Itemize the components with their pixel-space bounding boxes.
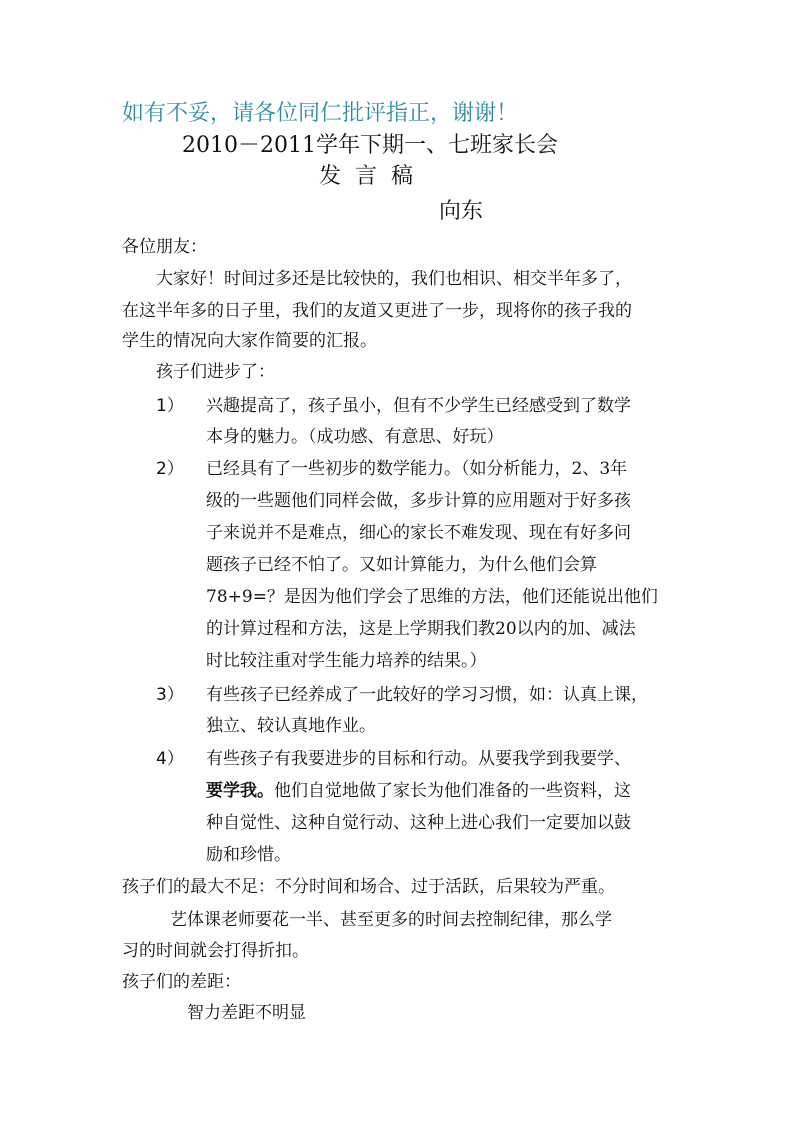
header-note: 如有不妥，请各位同仁批评指正，谢谢！ xyxy=(122,101,519,126)
gap-heading: 孩子们的差距： xyxy=(122,972,241,992)
item-1-number: 1） xyxy=(156,396,184,416)
item-3-line-1: 有些孩子已经养成了一此较好的学习习惯，如：认真上课， xyxy=(206,685,648,705)
item-4-line-4: 励和珍惜。 xyxy=(206,845,291,865)
item-2-number: 2） xyxy=(156,459,184,479)
item-2-line-6: 的计算过程和方法，这是上学期我们教20以内的加、减法 xyxy=(206,619,636,639)
item-2-line-5: 78+9=？是因为他们学会了思维的方法，他们还能说出他们 xyxy=(206,587,658,607)
shortcoming-detail-line-1: 艺体课老师要花一半、甚至更多的时间去控制纪律，那么学 xyxy=(170,910,612,930)
item-4-bold-text: 要学我。 xyxy=(206,781,274,801)
item-3-line-2: 独立、较认真地作业。 xyxy=(206,716,376,736)
document-title: 2010－2011学年下期一、七班家长会 xyxy=(182,133,558,158)
author-name: 向东 xyxy=(439,199,484,224)
item-4-line-3: 种自觉性、这种自觉行动、这种上进心我们一定要加以鼓 xyxy=(206,813,631,833)
gap-item: 智力差距不明显 xyxy=(187,1003,306,1023)
greeting: 各位朋友： xyxy=(122,237,207,257)
intro-line-1: 大家好！时间过多还是比较快的，我们也相识、相交半年多了， xyxy=(156,269,632,289)
shortcoming-line: 孩子们的最大不足：不分时间和场合、过于活跃，后果较为严重。 xyxy=(122,877,615,897)
item-4-line-2-rest: 他们自觉地做了家长为他们准备的一些资料，这 xyxy=(274,781,631,801)
progress-heading: 孩子们进步了： xyxy=(156,362,275,382)
intro-line-2: 在这半年多的日子里，我们的友道又更进了一步，现将你的孩子我的 xyxy=(122,301,632,321)
document-subtitle: 发言稿 xyxy=(319,164,428,189)
item-3-number: 3） xyxy=(156,685,184,705)
item-2-line-1: 已经具有了一些初步的数学能力。（如分析能力，2、3年 xyxy=(206,459,628,479)
item-4-line-2 xyxy=(206,780,631,802)
item-4-number: 4） xyxy=(156,749,184,769)
shortcoming-detail-line-2: 习的时间就会打得折扣。 xyxy=(122,941,309,961)
item-1-line-2: 本身的魅力。（成功感、有意思、好玩） xyxy=(206,427,504,447)
item-2-line-4: 题孩子已经不怕了。又如计算能力，为什么他们会算 xyxy=(206,555,597,575)
item-2-line-7: 时比较注重对学生能力培养的结果。） xyxy=(206,651,487,671)
item-2-line-3: 子来说并不是难点，细心的家长不难发现、现在有好多问 xyxy=(206,523,631,543)
item-2-line-2: 级的一些题他们同样会做，多步计算的应用题对于好多孩 xyxy=(206,491,631,511)
intro-line-3: 学生的情况向大家作简要的汇报。 xyxy=(122,331,377,351)
item-1-line-1: 兴趣提高了，孩子虽小，但有不少学生已经感受到了数学 xyxy=(206,396,631,416)
item-4-line-1: 有些孩子有我要进步的目标和行动。从要我学到我要学、 xyxy=(206,749,631,769)
